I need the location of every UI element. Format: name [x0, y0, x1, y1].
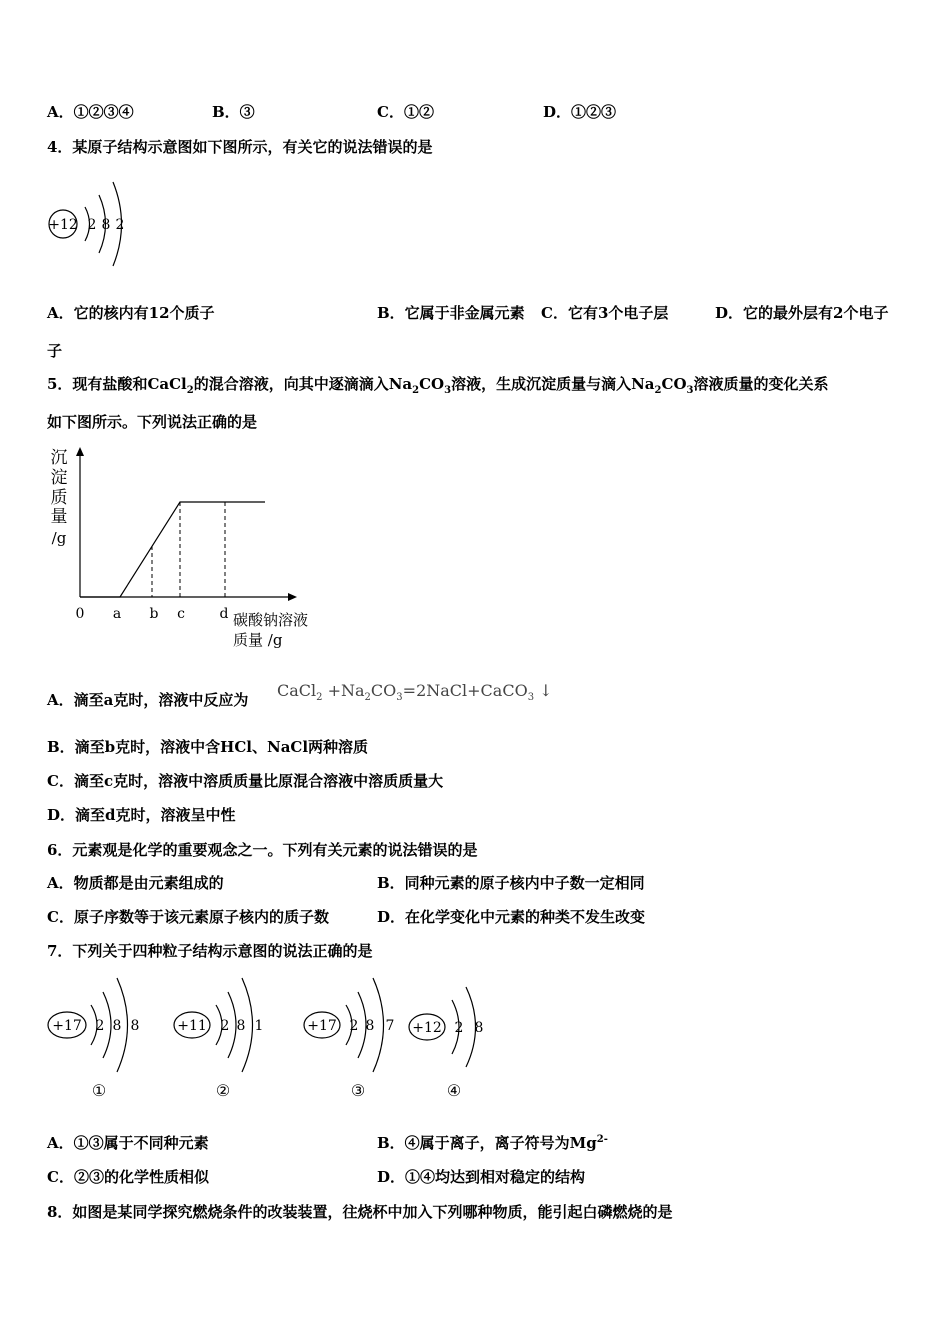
x-label: 碳酸钠溶液: [233, 611, 309, 629]
svg-text:7: 7: [385, 1018, 395, 1034]
q6-option-c[interactable]: C．原子序数等于该元素原子核内的质子数: [47, 908, 329, 926]
shell-electrons: 8: [101, 217, 111, 233]
q4-option-b[interactable]: B．它属于非金属元素: [377, 304, 525, 322]
svg-text:8: 8: [112, 1018, 122, 1034]
q5-stem-line2: 如下图所示。下列说法正确的是: [47, 413, 258, 431]
svg-text:1: 1: [254, 1018, 264, 1034]
q6-option-b[interactable]: B．同种元素的原子核内中子数一定相同: [377, 874, 645, 892]
atom-diagram-4: [409, 987, 483, 1100]
svg-text:2: 2: [454, 1020, 464, 1036]
q6-option-d[interactable]: D．在化学变化中元素的种类不发生改变: [377, 908, 646, 926]
q3-option-d[interactable]: D．①②③: [543, 103, 617, 121]
x-tick: d: [219, 606, 229, 622]
diagram-label: ②: [215, 1081, 231, 1100]
q4-option-d-wrap: 子: [47, 342, 63, 360]
y-label-char: 淀: [50, 468, 68, 488]
svg-text:8: 8: [130, 1018, 140, 1034]
svg-text:+17: +17: [307, 1018, 337, 1034]
x-label: 质量 /g: [233, 631, 283, 649]
q6-stem: 6．元素观是化学的重要观念之一。下列有关元素的说法错误的是: [47, 841, 478, 859]
shell-electrons: 2: [115, 217, 125, 233]
svg-text:8: 8: [474, 1020, 484, 1036]
q3-option-a[interactable]: A．①②③④: [47, 103, 134, 121]
q4-option-c[interactable]: C．它有3个电子层: [541, 304, 669, 322]
nucleus-charge: +12: [48, 217, 78, 233]
y-label-char: 量: [50, 507, 68, 527]
svg-text:8: 8: [236, 1018, 246, 1034]
diagram-label: ④: [446, 1081, 462, 1100]
x-tick: c: [177, 606, 185, 622]
x-tick: b: [149, 606, 159, 622]
atom-diagram-1: [48, 978, 139, 1100]
atom-diagram-2: [174, 978, 263, 1100]
y-axis-arrow: [76, 447, 84, 456]
q5-option-d[interactable]: D．滴至d克时，溶液呈中性: [47, 806, 236, 824]
x-axis-arrow: [288, 593, 297, 601]
q5-option-c[interactable]: C．滴至c克时，溶液中溶质质量比原混合溶液中溶质质量大: [47, 772, 444, 790]
q7-option-a[interactable]: A．①③属于不同种元素: [47, 1134, 209, 1152]
q3-option-b[interactable]: B．③: [212, 103, 255, 121]
svg-text:8: 8: [365, 1018, 375, 1034]
q4-stem: 4．某原子结构示意图如下图所示，有关它的说法错误的是: [47, 138, 433, 156]
q4-option-a[interactable]: A．它的核内有12个质子: [47, 304, 215, 322]
y-label-char: /g: [51, 529, 67, 547]
q6-option-a[interactable]: A．物质都是由元素组成的: [47, 874, 224, 892]
series-line: [80, 502, 265, 597]
q4-option-d[interactable]: D．它的最外层有2个电子: [715, 304, 889, 322]
q5-option-a[interactable]: A．滴至a克时，溶液中反应为: [47, 691, 249, 709]
x-tick: 0: [75, 606, 85, 622]
svg-text:2: 2: [220, 1018, 230, 1034]
q5-option-b[interactable]: B．滴至b克时，溶液中含HCl、NaCl两种溶质: [47, 738, 369, 756]
diagram-label: ①: [91, 1081, 107, 1100]
q7-option-b[interactable]: B．④属于离子，离子符号为$Mg^{2-}$: [377, 1134, 608, 1152]
q7-option-c[interactable]: C．②③的化学性质相似: [47, 1168, 209, 1186]
svg-text:+17: +17: [52, 1018, 82, 1034]
q5-option-a-formula: CaCl$_2$ $+Na_2CO_3=2NaCl+CaCO_3$ ↓: [277, 681, 553, 704]
q4-atom-diagram: [40, 160, 140, 285]
q8-stem: 8．如图是某同学探究燃烧条件的改装装置，往烧杯中加入下列哪种物质，能引起白磷燃烧的是: [47, 1203, 673, 1221]
q7-stem: 7．下列关于四种粒子结构示意图的说法正确的是: [47, 942, 373, 960]
svg-text:+11: +11: [177, 1018, 207, 1034]
q5-chart: [45, 445, 335, 655]
x-tick: a: [112, 606, 122, 622]
q7-option-d[interactable]: D．①④均达到相对稳定的结构: [377, 1168, 586, 1186]
y-label-char: 质: [50, 488, 68, 508]
atom-diagram-3: [304, 978, 394, 1100]
svg-text:+12: +12: [412, 1020, 442, 1036]
shell-electrons: 2: [87, 217, 97, 233]
y-label-char: 沉: [50, 448, 68, 468]
svg-text:2: 2: [349, 1018, 359, 1034]
q5-stem: 5．现有盐酸和CaCl$_2$的混合溶液，向其中逐滴滴入$Na_2CO_3$溶液，生成沉淀质量与滴入$Na_2CO_3$溶液质量的变化关系: [47, 375, 829, 396]
q7-diagrams: [45, 970, 505, 1105]
svg-text:2: 2: [95, 1018, 105, 1034]
diagram-label: ③: [350, 1081, 366, 1100]
q3-option-c[interactable]: C．①②: [377, 103, 434, 121]
